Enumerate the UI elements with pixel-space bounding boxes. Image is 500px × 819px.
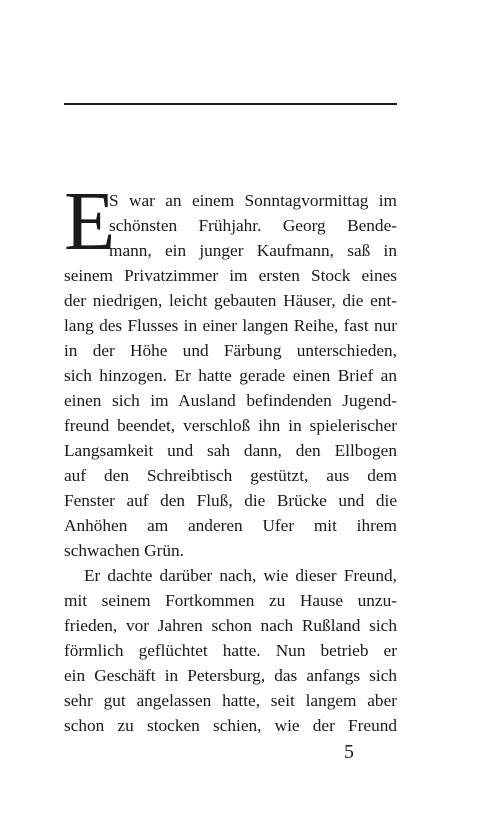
text-line: Langsamkeit und sah dann, den Ellbogen <box>64 441 397 460</box>
text-line: in der Höhe und Färbung unterschieden, <box>64 341 397 360</box>
text-line: seinem Privatzimmer im ersten Stock eines <box>64 266 397 285</box>
page-number: 5 <box>344 741 354 763</box>
text-line: Er dachte darüber nach, wie dieser Freund, <box>84 566 397 585</box>
text-line: schönsten Frühjahr. Georg Bende- <box>109 216 397 235</box>
text-line: Fenster auf den Fluß, die Brücke und die <box>64 491 397 510</box>
header-rule <box>64 103 397 105</box>
text-line: förmlich geflüchtet hatte. Nun betrieb er <box>64 641 397 660</box>
text-line: lang des Flusses in einer langen Reihe, fast nur <box>64 316 397 335</box>
drop-cap: E <box>64 175 116 268</box>
text-line: sich hinzogen. Er hatte gerade einen Brief an <box>64 366 397 385</box>
text-line: schon zu stocken schien, wie der Freund <box>64 716 397 735</box>
text-line: freund beendet, verschloß ihn in spielerischer <box>64 416 397 435</box>
text-line: S war an einem Sonntagvormittag im <box>109 191 397 210</box>
text-line: mit seinem Fortkommen zu Hause unzu- <box>64 591 397 610</box>
text-line: auf den Schreibtisch gestützt, aus dem <box>64 466 397 485</box>
text-line: ein Geschäft in Petersburg, das anfangs sich <box>64 666 397 685</box>
text-line: sehr gut angelassen hatte, seit langem aber <box>64 691 397 710</box>
text-line: Anhöhen am anderen Ufer mit ihrem <box>64 516 397 535</box>
text-line: schwachen Grün. <box>64 541 184 560</box>
text-line: frieden, vor Jahren schon nach Rußland sich <box>64 616 397 635</box>
text-line: der niedrigen, leicht gebauten Häuser, die ent- <box>64 291 397 310</box>
text-line: einen sich im Ausland befindenden Jugend- <box>64 391 397 410</box>
text-line: mann, ein junger Kaufmann, saß in <box>109 241 397 260</box>
